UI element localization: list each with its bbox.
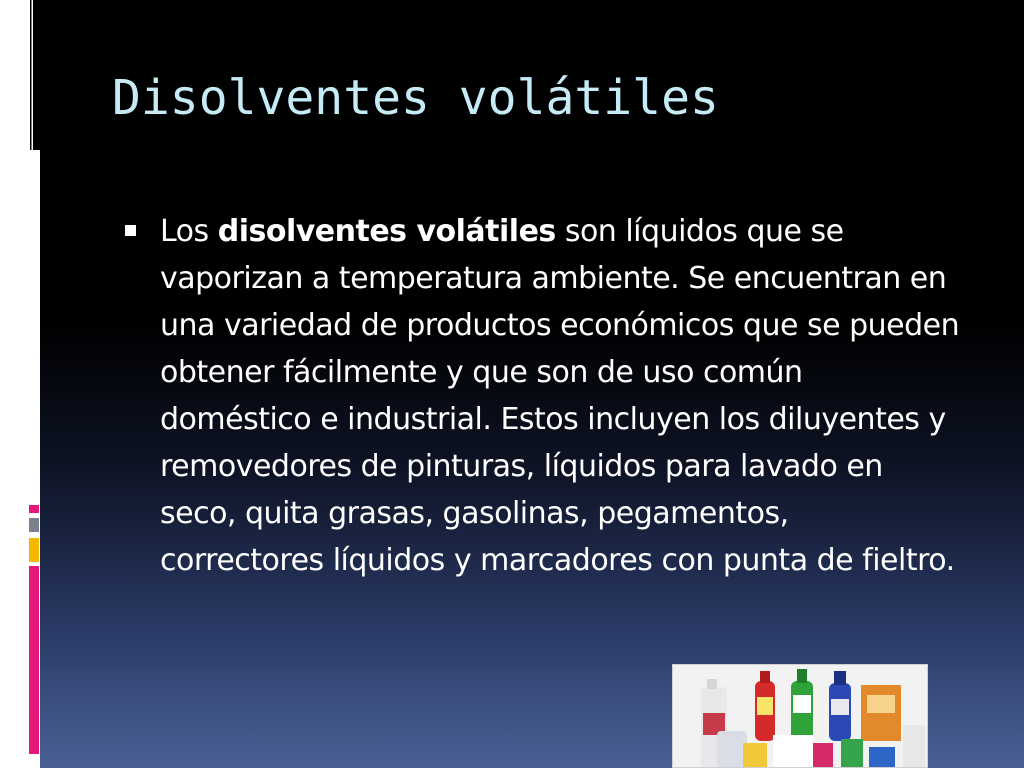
slide-title: Disolventes volátiles (112, 70, 719, 126)
accent-bar-pink (29, 566, 39, 754)
accent-bar-yellow (29, 538, 39, 562)
bullet-bold-term: disolventes volátiles (217, 214, 556, 249)
accent-bar-gray (29, 518, 39, 532)
cleaning-products-photo (672, 664, 928, 768)
bullet-square-icon (125, 225, 136, 236)
bullet-rest: son líquidos que se vaporizan a temperatura ambiente. Se encuentran en una variedad de productos económicos que se pueden obtener fácilmente y que son de uso común doméstico e industrial. Estos incluyen los diluyentes y removedores de pinturas, líquidos para lavado en seco, quita grasas, gasolinas, pegamentos, correctores líquidos y marcadores con punta de fieltro. (160, 214, 960, 578)
decorative-lines (20, 0, 40, 150)
bullet-intro: Los (160, 214, 218, 249)
accent-bar-pink-top (29, 505, 39, 513)
bullet-text (160, 208, 960, 584)
product-bottles-illustration (673, 665, 928, 768)
